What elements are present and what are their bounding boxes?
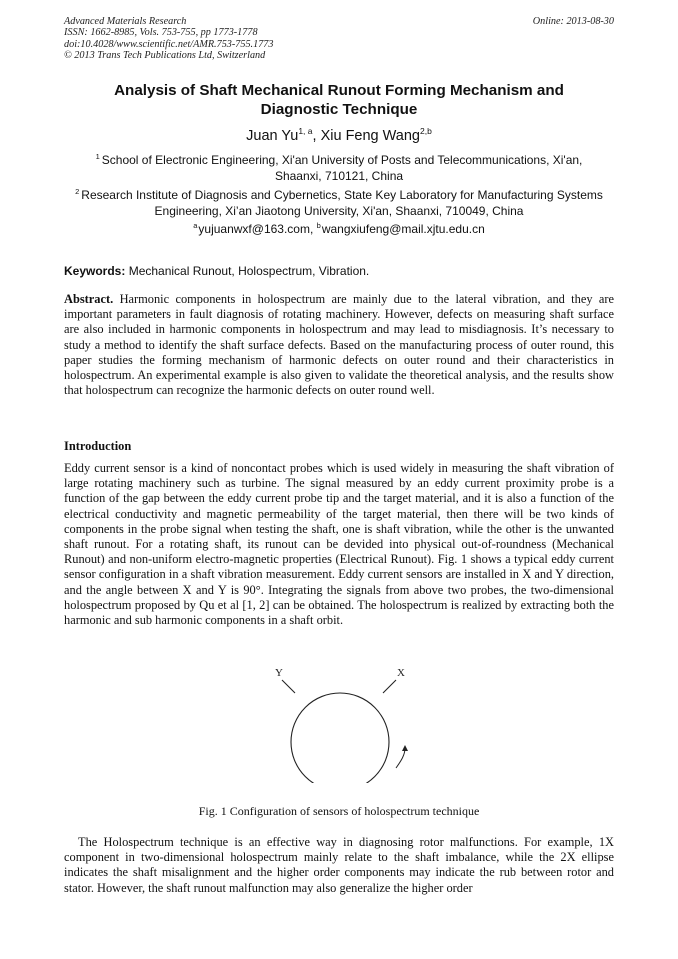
affiliation-1 [64, 149, 614, 184]
author-name: Juan Yu [246, 128, 299, 144]
email-address[interactable]: yujuanwxf@163.com, [198, 222, 317, 236]
abstract [64, 292, 614, 398]
online-date: Online: 2013-08-30 [532, 16, 614, 27]
author-sup: 1, a [298, 126, 313, 136]
sensor-configuration-figure [255, 665, 425, 783]
author-separator: , [312, 128, 321, 144]
doi-line: doi:10.4028/www.scientific.net/AMR.753-755.1773 [64, 38, 274, 50]
y-sensor-probe [282, 680, 295, 693]
abstract-text: Harmonic components in holospectrum are mainly due to the lateral vibration, and they are important parameters in fault diagnosis of rotating machinery. However, defects on measuring shaft surface are also included in harmonic components in holospectrum and may lead to misdiagnosis. It’s necessary to study a method to identify the shaft surface defects. Based on the manufacturing process of outer round, this paper studies the forming mechanism of harmonic defects on outer round and their characteristics in holospectrum. An experimental example is also given to validate the theoretical analysis, and the results show that holospectrum can recognize the harmonic defects on outer round well. [64, 292, 614, 398]
author-list [64, 122, 614, 145]
affiliation-line: Research Institute of Diagnosis and Cybernetics, State Key Laboratory for Manufacturing Systems [81, 188, 603, 202]
shaft-circle [291, 693, 389, 783]
title-line-2: Diagnostic Technique [260, 101, 418, 118]
paper-title [64, 81, 614, 119]
affiliation-line: School of Electronic Engineering, Xi'an University of Posts and Telecommunications, Xi'an, [101, 153, 583, 167]
affiliation-sup: 2 [75, 187, 80, 196]
email-sup: a [193, 221, 198, 230]
affiliation-sup: 1 [95, 152, 100, 161]
email-line [64, 221, 614, 236]
email-sup: b [316, 221, 321, 230]
keywords-text: Mechanical Runout, Holospectrum, Vibration. [125, 264, 370, 278]
keywords-label: Keywords: [64, 264, 126, 278]
figure-caption: Fig. 1 Configuration of sensors of holospectrum technique [198, 804, 480, 818]
author-name: Xiu Feng Wang [320, 128, 420, 144]
intro-paragraph-1: Eddy current sensor is a kind of noncontact probes which is used widely in measuring the shaft vibration of large rotating machinery such as turbine. The signal measured by an eddy current proximity probe is a function of the gap between the eddy current probe tip and the target material, and it is also a function of the electrical conductivity and magnetic permeability of the target material, then there will be two kinds of components in the probe signal when testing the shaft, one is shaft vibration, while the other is the unwanted shaft runout. For a rotating shaft, its runout can be devided into physical out-of-roundness (Mechanical Runout) and non-uniform electro-magnetic properties (Electrical Runout). Fig. 1 shows a typical eddy current sensor configuration in a shaft vibration measurement. Eddy current sensors are installed in X and Y direction, and the angle between X and Y is 90°. Integrating the signals from above two probes, the two-dimensional holospectrum proposed by Qu et al [1, 2] can be obtained. The holospectrum is realized by extracting both the harmonic and sub harmonic components in a shaft orbit. [64, 461, 614, 628]
journal-name: Advanced Materials Research [64, 16, 187, 27]
affiliation-line: Shaanxi, 710121, China [274, 168, 404, 183]
x-sensor-probe [383, 680, 396, 693]
title-line-1: Analysis of Shaft Mechanical Runout Forming Mechanism and [114, 82, 564, 99]
keywords [64, 264, 614, 278]
journal-header [64, 16, 273, 62]
affiliation-2 [64, 184, 614, 219]
rotation-arrow-head [402, 745, 408, 751]
abstract-label: Abstract. [64, 292, 114, 306]
copyright-line: © 2013 Trans Tech Publications Ltd, Switzerland [64, 50, 266, 62]
author-sup: 2,b [419, 126, 432, 136]
x-axis-label: X [397, 667, 405, 679]
y-axis-label: Y [275, 667, 283, 679]
intro-paragraph-2: The Holospectrum technique is an effective way in diagnosing rotor malfunctions. For example, 1X component in two-dimensional holospectrum mainly relate to the shaft imbalance, while the 2X ellipse indicates the shaft misalignment and the higher order components may indicate the rub between rotor and stator. However, the shaft runout malfunction may also generalize the higher order [64, 835, 614, 895]
issn-line: ISSN: 1662-8985, Vols. 753-755, pp 1773-1778 [64, 27, 258, 39]
affiliation-line: Engineering, Xi’an Jiaotong University, Xi'an, Shaanxi, 710049, China [154, 203, 524, 218]
email-address[interactable]: wangxiufeng@mail.xjtu.edu.cn [321, 222, 485, 236]
section-heading: Introduction [64, 439, 132, 453]
